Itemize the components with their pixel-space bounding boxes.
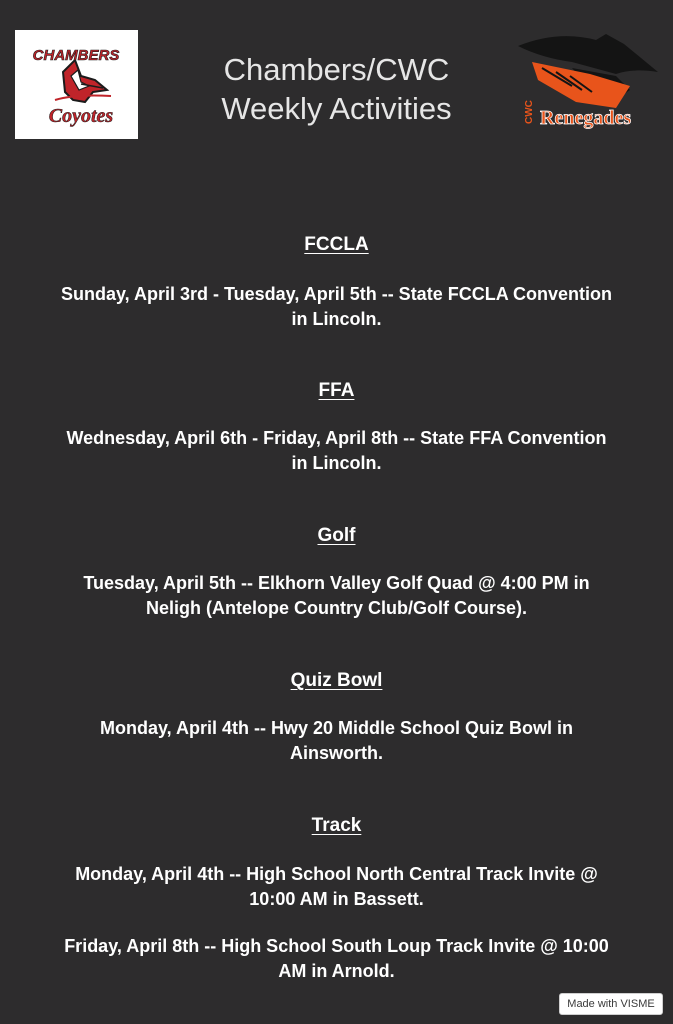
event-fccla-convention [40,282,633,332]
event-line: in Lincoln. [291,309,382,329]
event-line: Tuesday, April 5th -- Elkhorn Valley Golf Quad @ 4:00 PM in [83,573,590,593]
event-line: in Lincoln. [291,453,382,473]
section-heading-track: Track [311,815,362,836]
event-golf-quad [40,571,633,621]
page-title [150,50,523,128]
logo-text-bottom: Coyotes [48,105,114,127]
chambers-coyotes-logo [15,30,138,139]
event-line: Ainsworth. [290,743,383,763]
title-line-1: Chambers/CWC [223,52,450,87]
logo-text-main: Renegades [540,107,632,129]
event-line: Monday, April 4th -- Hwy 20 Middle School Quiz Bowl in [99,718,574,738]
event-line: Wednesday, April 6th - Friday, April 8th -- State FFA Convention [66,428,607,448]
section-heading-ffa: FFA [318,380,355,401]
event-line: Neligh (Antelope Country Club/Golf Course). [146,598,527,618]
renegades-logo-icon [512,28,660,140]
event-line: Friday, April 8th -- High School South Loup Track Invite @ 10:00 [64,936,609,956]
event-line: Sunday, April 3rd - Tuesday, April 5th -- State FCCLA Convention [60,284,613,304]
logo-text-top: CHAMBERS [32,47,120,64]
event-quiz-bowl [40,716,633,766]
event-line: AM in Arnold. [278,961,395,981]
title-line-2: Weekly Activities [221,91,452,126]
logo-text-side: CWC [524,100,535,124]
section-heading-quiz-bowl: Quiz Bowl [290,670,383,691]
event-track-north-central [40,862,633,912]
section-heading-golf: Golf [317,525,356,546]
coyote-logo-icon [15,30,138,139]
event-line: Monday, April 4th -- High School North Central Track Invite @ [75,864,598,884]
section-heading-fccla: FCCLA [304,234,369,255]
cwc-renegades-logo [512,28,660,140]
event-ffa-convention [40,426,633,476]
event-line: 10:00 AM in Bassett. [249,889,424,909]
event-track-south-loup [40,934,633,984]
made-with-visme-badge[interactable]: Made with VISME [559,993,663,1015]
